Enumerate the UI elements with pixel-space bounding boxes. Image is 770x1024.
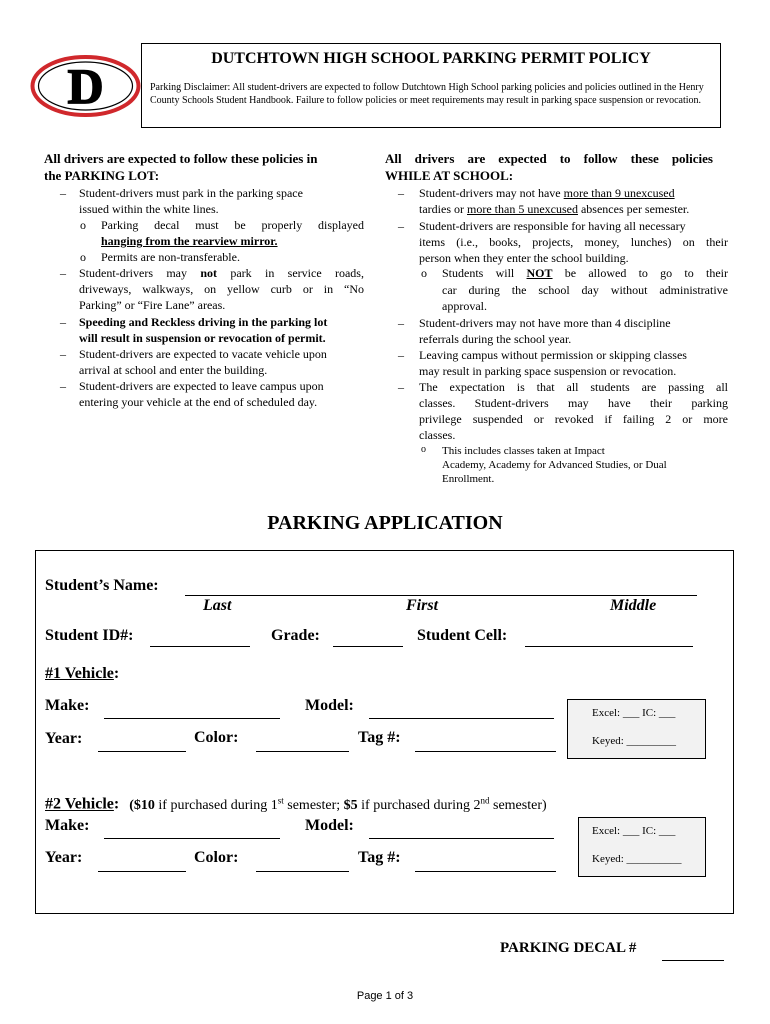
year-label: Year: <box>45 849 83 866</box>
page-title: DUTCHTOWN HIGH SCHOOL PARKING PERMIT POLICY <box>211 50 651 67</box>
vehicle-2-heading: #2 Vehicle: ($10 if purchased during 1st semester; $5 if purchased during 2nd semester) <box>45 795 547 813</box>
color-label: Color: <box>194 729 239 746</box>
policy-text: Student-drivers are expected to leave campus upon <box>79 379 324 393</box>
sub-bullet-marker: o <box>421 444 426 455</box>
model-label: Model: <box>305 817 354 834</box>
first-name-caption: First <box>406 597 439 614</box>
vehicle-2-tag-field[interactable] <box>415 871 556 872</box>
policy-text: Student-drivers are responsible for having all necessary <box>419 219 686 233</box>
office-keyed: Keyed: _________ <box>592 735 677 747</box>
policy-text: Parking decal must be properly displayed <box>101 218 364 232</box>
year-label: Year: <box>45 730 83 747</box>
student-id-field[interactable] <box>150 646 250 647</box>
policy-text: items (i.e., books, projects, money, lunches) on their <box>419 235 728 249</box>
policy-text-emphasis: hanging from the rearview mirror. <box>101 234 278 248</box>
student-id-label: Student ID#: <box>45 627 134 644</box>
bullet-marker: _ <box>398 182 404 196</box>
make-label: Make: <box>45 697 90 714</box>
bullet-marker: _ <box>60 375 66 389</box>
policy-text: classes. Student-drivers may have their parking <box>419 396 728 410</box>
parking-decal-label: PARKING DECAL # <box>500 940 637 956</box>
policy-text: Student-drivers are expected to vacate vehicle upon <box>79 347 327 361</box>
office-use-box-1 <box>567 699 706 759</box>
policy-header <box>141 43 721 128</box>
vehicle-1-make-field[interactable] <box>104 718 280 719</box>
application-title: PARKING APPLICATION <box>267 512 503 534</box>
right-col-title-line1: All drivers are expected to follow these policies <box>385 151 713 166</box>
sub-bullet-marker: o <box>80 250 86 264</box>
vehicle-2-color-field[interactable] <box>256 871 349 872</box>
policy-text-emphasis: will result in suspension or revocation of permit. <box>79 331 326 345</box>
policy-text: Permits are non-transferable. <box>101 250 240 264</box>
bullet-marker: _ <box>60 182 66 196</box>
sub-bullet-marker: o <box>421 266 427 280</box>
office-excel-ic: Excel: ___ IC: ___ <box>592 707 676 719</box>
policy-text: Student-drivers must park in the parking space <box>79 186 303 200</box>
model-label: Model: <box>305 697 354 714</box>
policy-text: tardies or more than 5 unexcused absences per semester. <box>419 202 690 216</box>
policy-text: driveways, walkways, on yellow curb or in “No <box>79 282 364 296</box>
policy-text-emphasis: Speeding and Reckless driving in the parking lot <box>79 315 328 329</box>
vehicle-1-year-field[interactable] <box>98 751 186 752</box>
bullet-marker: _ <box>60 311 66 325</box>
left-col-title-line1: All drivers are expected to follow these policies in <box>44 151 318 166</box>
policy-text: referrals during the school year. <box>419 332 572 346</box>
policy-text: Enrollment. <box>442 473 495 485</box>
office-excel-ic: Excel: ___ IC: ___ <box>592 825 676 837</box>
student-name-label: Student’s Name: <box>45 577 159 594</box>
policy-text: Students will NOT be allowed to go to their <box>442 266 728 280</box>
bullet-marker: _ <box>60 343 66 357</box>
policy-text: privilege suspended or revoked if failing 2 or more <box>419 412 728 426</box>
grade-label: Grade: <box>271 627 320 644</box>
student-cell-field[interactable] <box>525 646 693 647</box>
page-number: Page 1 of 3 <box>356 990 414 1002</box>
parking-disclaimer: Parking Disclaimer: All student-drivers are expected to follow Dutchtown High School parking policies and policies outlined in the Henry County Schools Student Handbook. Failure to follow policies or meet requirements may result in parking space suspension or revocation. <box>150 82 704 106</box>
bullet-marker: _ <box>398 344 404 358</box>
policy-text: Academy, Academy for Advanced Studies, or Dual <box>442 459 667 471</box>
sub-bullet-marker: o <box>80 218 86 232</box>
vehicle-1-color-field[interactable] <box>256 751 349 752</box>
vehicle-2-year-field[interactable] <box>98 871 186 872</box>
grade-field[interactable] <box>333 646 403 647</box>
policy-text: may result in parking space suspension or revocation. <box>419 364 677 378</box>
bullet-marker: _ <box>60 262 66 276</box>
student-cell-label: Student Cell: <box>417 627 508 644</box>
policy-text: This includes classes taken at Impact <box>442 445 605 457</box>
policy-text: arrival at school and enter the building. <box>79 363 268 377</box>
school-logo <box>30 54 141 118</box>
right-col-title-line2: WHILE AT SCHOOL: <box>385 168 514 183</box>
vehicle-1-tag-field[interactable] <box>415 751 556 752</box>
policy-text: car during the school day without administrative <box>442 283 728 297</box>
policy-text: issued within the white lines. <box>79 202 219 216</box>
policy-text: Parking” or “Fire Lane” areas. <box>79 298 226 312</box>
policy-text: Student-drivers may not have more than 4 discipline <box>419 316 671 330</box>
parking-application-form <box>35 550 734 914</box>
bullet-marker: _ <box>398 376 404 390</box>
vehicle-1-model-field[interactable] <box>369 718 554 719</box>
left-col-title-line2: the PARKING LOT: <box>44 168 160 183</box>
student-name-field[interactable] <box>185 595 697 596</box>
vehicle-2-model-field[interactable] <box>369 838 554 839</box>
tag-label: Tag #: <box>358 729 401 746</box>
bullet-marker: _ <box>398 312 404 326</box>
policy-text: person when they enter the school building. <box>419 251 629 265</box>
policy-text: entering your vehicle at the end of scheduled day. <box>79 395 318 409</box>
tag-label: Tag #: <box>358 849 401 866</box>
last-name-caption: Last <box>203 597 232 614</box>
policy-text: Leaving campus without permission or skipping classes <box>419 348 687 362</box>
middle-name-caption: Middle <box>610 597 657 614</box>
policy-text: classes. <box>419 428 456 442</box>
color-label: Color: <box>194 849 239 866</box>
policy-text: Student-drivers may not have more than 9 unexcused <box>419 186 675 200</box>
office-keyed: Keyed: __________ <box>592 853 682 865</box>
policy-text: Student-drivers may not park in service roads, <box>79 266 364 280</box>
make-label: Make: <box>45 817 90 834</box>
policy-text: The expectation is that all students are passing all <box>419 380 728 394</box>
bullet-marker: _ <box>398 215 404 229</box>
svg-text:D: D <box>67 58 104 114</box>
policy-text: approval. <box>442 299 487 313</box>
office-use-box-2 <box>578 817 706 877</box>
vehicle-2-make-field[interactable] <box>104 838 280 839</box>
parking-decal-field[interactable] <box>662 960 724 961</box>
vehicle-1-heading: #1 Vehicle: <box>45 665 120 682</box>
